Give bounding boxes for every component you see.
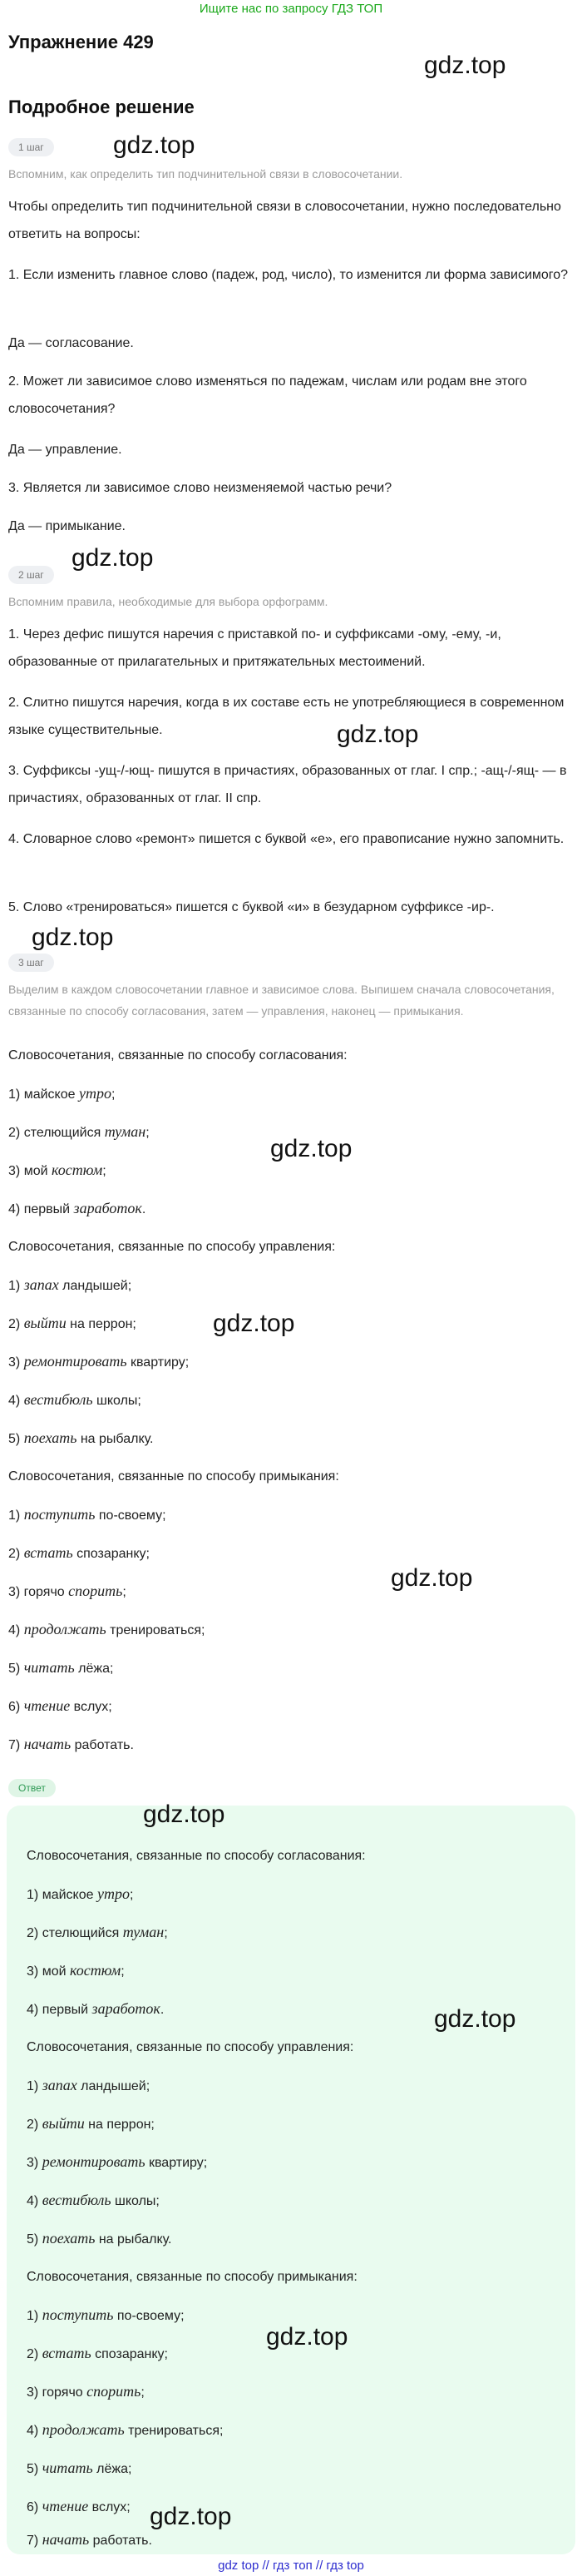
rule: 4. Словарное слово «ремонт» пишется с буквой «е», его правописание нужно запомнить. bbox=[8, 832, 565, 846]
dependent-word: первый bbox=[42, 2003, 89, 2017]
punct: ; bbox=[141, 2385, 145, 2400]
punct: ; bbox=[122, 1585, 126, 1599]
main-word: запах bbox=[23, 1276, 59, 1293]
item-number: 3) bbox=[8, 1164, 21, 1178]
list-item bbox=[8, 1157, 574, 1185]
exercise-title: Упражнение 429 bbox=[8, 32, 154, 52]
list-item bbox=[8, 1348, 574, 1376]
step-badge-1: 1 шаг bbox=[8, 138, 54, 156]
list-item bbox=[8, 1731, 574, 1759]
dependent-word: на перрон; bbox=[70, 1317, 136, 1331]
dependent-word: майское bbox=[23, 1087, 76, 1102]
list-item bbox=[8, 1195, 574, 1223]
group-heading: Словосочетания, связанные по способу согласования: bbox=[8, 1048, 348, 1063]
group-heading: Словосочетания, связанные по способу примыкания: bbox=[27, 2270, 358, 2284]
item-number: 4) bbox=[8, 1623, 21, 1637]
dependent-word: майское bbox=[42, 1888, 94, 1902]
item-number: 5) bbox=[27, 2462, 39, 2476]
main-word: туман bbox=[122, 1924, 165, 1940]
list-item bbox=[8, 1578, 574, 1606]
dependent-word: на рыбалку. bbox=[98, 2232, 172, 2247]
main-word: читать bbox=[42, 2460, 93, 2476]
top-banner[interactable]: Ищите нас по запросу ГДЗ ТОП bbox=[199, 2, 383, 16]
list-item bbox=[8, 1424, 574, 1453]
item-number: 2) bbox=[8, 1126, 21, 1140]
group-heading: Словосочетания, связанные по способу управления: bbox=[27, 2040, 354, 2054]
list-item bbox=[8, 1654, 574, 1682]
item-number: 6) bbox=[27, 2500, 39, 2514]
punct: ; bbox=[121, 1964, 125, 1979]
question: 3. Является ли зависимое слово неизменяемой частью речи? bbox=[8, 481, 392, 495]
list-item bbox=[27, 1919, 559, 1947]
paragraph: Чтобы определить тип подчинительной связи в словосочетании, нужно последовательно ответить на вопросы: bbox=[8, 200, 561, 241]
item-number: 3) горячо bbox=[8, 1585, 65, 1599]
watermark: gdz.top bbox=[143, 1801, 225, 1828]
list-item bbox=[27, 2187, 559, 2215]
dependent-word: лёжа; bbox=[96, 2462, 132, 2476]
item-number: 3) bbox=[27, 2156, 39, 2170]
dependent-word: на перрон; bbox=[88, 2118, 155, 2132]
main-word: встать bbox=[23, 1544, 73, 1561]
footer-links[interactable]: gdz top // гдз топ // гдз top bbox=[218, 2559, 364, 2573]
dependent-word: первый bbox=[23, 1202, 71, 1216]
main-word: вестибюль bbox=[42, 2192, 111, 2208]
step-note: Вспомним правила, необходимые для выбора орфограмм. bbox=[8, 595, 328, 608]
dependent-word: работать. bbox=[74, 1738, 134, 1752]
punct: ; bbox=[146, 1126, 150, 1140]
watermark: gdz.top bbox=[424, 52, 506, 79]
list-item bbox=[27, 2416, 559, 2445]
main-word: начать bbox=[23, 1736, 72, 1752]
list-item bbox=[8, 1386, 574, 1414]
item-number: 1) bbox=[8, 1087, 21, 1102]
item-number: 6) bbox=[8, 1700, 21, 1714]
dependent-word: работать. bbox=[92, 2534, 152, 2548]
item-number: 1) bbox=[27, 2079, 39, 2093]
watermark: gdz.top bbox=[434, 2005, 516, 2033]
dependent-word: вслух; bbox=[73, 1700, 112, 1714]
dependent-word: вслух; bbox=[91, 2500, 131, 2514]
main-word: костюм bbox=[69, 1962, 121, 1979]
main-word: утро bbox=[78, 1085, 111, 1102]
step-badge-2: 2 шаг bbox=[8, 566, 54, 584]
main-word: утро bbox=[96, 1885, 130, 1902]
punct: . bbox=[160, 2003, 165, 2017]
item-number: 2) bbox=[27, 1926, 39, 1940]
item-number: 3) bbox=[8, 1355, 21, 1370]
group-heading: Словосочетания, связанные по способу управления: bbox=[8, 1240, 336, 1254]
answer-text: Да — примыкание. bbox=[8, 519, 126, 533]
list-item bbox=[27, 2110, 559, 2138]
main-word: запах bbox=[42, 2077, 77, 2093]
step-note: Вспомним, как определить тип подчинительной связи в словосочетании. bbox=[8, 167, 403, 181]
section-title: Подробное решение bbox=[8, 97, 195, 117]
main-word: поехать bbox=[23, 1429, 77, 1446]
item-number: 3) горячо bbox=[27, 2385, 83, 2400]
main-word: туман bbox=[104, 1123, 146, 1140]
list-item bbox=[27, 1880, 559, 1909]
dependent-word: по-своему; bbox=[98, 1508, 166, 1523]
main-word: поехать bbox=[42, 2230, 96, 2247]
main-word: костюм bbox=[51, 1162, 103, 1178]
watermark: gdz.top bbox=[270, 1135, 353, 1162]
punct: ; bbox=[129, 1888, 134, 1902]
punct: ; bbox=[111, 1087, 116, 1102]
rule: 3. Суффиксы -ущ-/-ющ- пишутся в причастиях, образованных от глаг. I спр.; -ащ-/-ящ- — в причастиях, образованных от глаг. II спр. bbox=[8, 764, 567, 805]
main-word: ремонтировать bbox=[42, 2153, 146, 2170]
item-number: 2) bbox=[8, 1317, 21, 1331]
main-word: встать bbox=[42, 2345, 91, 2361]
dependent-word: спозаранку; bbox=[76, 1547, 150, 1561]
step-badge-3: 3 шаг bbox=[8, 954, 54, 972]
dependent-word: квартиру; bbox=[148, 2156, 208, 2170]
dependent-word: на рыбалку. bbox=[80, 1432, 154, 1446]
list-item bbox=[8, 1539, 574, 1568]
question: 1. Если изменить главное слово (падеж, род, число), то изменится ли форма зависимого? bbox=[8, 268, 569, 282]
punct: ; bbox=[164, 1926, 168, 1940]
item-number: 4) bbox=[27, 2424, 39, 2438]
dependent-word: ландышей; bbox=[62, 1279, 132, 1293]
dependent-word: мой bbox=[42, 1964, 67, 1979]
step-note: Выделим в каждом словосочетании главное и зависимое слова. Выпишем сначала словосочетания, связанные по способу согласования, затем — управления, наконец — примыкания. bbox=[8, 983, 555, 1018]
item-number: 7) bbox=[8, 1738, 21, 1752]
dependent-word: тренироваться; bbox=[110, 1623, 205, 1637]
answer-badge: Ответ bbox=[8, 1779, 56, 1797]
punct: ; bbox=[102, 1164, 106, 1178]
main-word: вестибюль bbox=[23, 1391, 93, 1408]
dependent-word: мой bbox=[23, 1164, 48, 1178]
main-word: продолжать bbox=[42, 2421, 125, 2438]
list-item bbox=[27, 2378, 559, 2406]
dependent-word: тренироваться; bbox=[128, 2424, 224, 2438]
list-item bbox=[27, 2493, 559, 2521]
list-item bbox=[27, 2225, 559, 2253]
list-item bbox=[27, 2148, 559, 2177]
dependent-word: лёжа; bbox=[78, 1662, 114, 1676]
item-number: 5) bbox=[8, 1432, 21, 1446]
main-word: выйти bbox=[23, 1315, 67, 1331]
rule: 1. Через дефис пишутся наречия с приставкой по- и суффиксами -ому, -ему, -и, образованные от прилагательных и притяжательных местоимений. bbox=[8, 627, 501, 669]
watermark: gdz.top bbox=[337, 721, 419, 748]
watermark: gdz.top bbox=[266, 2323, 348, 2351]
item-number: 4) bbox=[8, 1202, 21, 1216]
group-heading: Словосочетания, связанные по способу примыкания: bbox=[8, 1469, 339, 1484]
watermark: gdz.top bbox=[391, 1564, 473, 1592]
main-word: поступить bbox=[23, 1506, 96, 1523]
rule: 5. Слово «тренироваться» пишется с буквой «и» в безударном суффиксе -ир-. bbox=[8, 900, 495, 914]
dependent-word: стелющийся bbox=[23, 1126, 101, 1140]
answer-text: Да — управление. bbox=[8, 443, 122, 457]
dependent-word: по-своему; bbox=[116, 2309, 185, 2323]
list-item bbox=[27, 2072, 559, 2100]
list-item bbox=[27, 2455, 559, 2483]
main-word: выйти bbox=[42, 2115, 85, 2132]
main-word: спорить bbox=[68, 1583, 123, 1599]
list-item bbox=[8, 1501, 574, 1529]
item-number: 5) bbox=[27, 2232, 39, 2247]
watermark: gdz.top bbox=[32, 924, 114, 951]
main-word: ремонтировать bbox=[23, 1353, 127, 1370]
main-word: начать bbox=[42, 2531, 90, 2548]
main-word: спорить bbox=[86, 2383, 141, 2400]
watermark: gdz.top bbox=[213, 1310, 295, 1337]
dependent-word: ландышей; bbox=[81, 2079, 150, 2093]
main-word: заработок bbox=[91, 2000, 160, 2017]
item-number: 3) bbox=[27, 1964, 39, 1979]
main-word: чтение bbox=[23, 1697, 71, 1714]
watermark: gdz.top bbox=[150, 2503, 232, 2530]
item-number: 1) bbox=[27, 1888, 39, 1902]
main-word: поступить bbox=[42, 2306, 114, 2323]
item-number: 5) bbox=[8, 1662, 21, 1676]
list-item bbox=[27, 2526, 559, 2554]
item-number: 1) bbox=[27, 2309, 39, 2323]
item-number: 4) bbox=[8, 1394, 21, 1408]
item-number: 4) bbox=[27, 2003, 39, 2017]
rule: 2. Слитно пишутся наречия, когда в их составе есть не употребляющиеся в современном языке существительные. bbox=[8, 696, 565, 737]
item-number: 2) bbox=[27, 2118, 39, 2132]
answer-text: Да — согласование. bbox=[8, 336, 134, 350]
item-number: 2) bbox=[27, 2347, 39, 2361]
dependent-word: школы; bbox=[96, 1394, 141, 1408]
dependent-word: школы; bbox=[115, 2194, 160, 2208]
list-item bbox=[27, 2340, 559, 2368]
item-number: 1) bbox=[8, 1279, 21, 1293]
main-word: читать bbox=[23, 1659, 75, 1676]
main-word: чтение bbox=[42, 2498, 89, 2514]
group-heading: Словосочетания, связанные по способу согласования: bbox=[27, 1849, 366, 1863]
list-item bbox=[8, 1616, 574, 1644]
main-word: продолжать bbox=[23, 1621, 106, 1637]
watermark: gdz.top bbox=[72, 544, 154, 572]
list-item bbox=[8, 1080, 574, 1108]
list-item bbox=[27, 1957, 559, 1985]
item-number: 7) bbox=[27, 2534, 39, 2548]
dependent-word: квартиру; bbox=[130, 1355, 190, 1370]
dependent-word: спозаранку; bbox=[95, 2347, 168, 2361]
list-item bbox=[8, 1692, 574, 1721]
list-item bbox=[8, 1271, 574, 1300]
punct: . bbox=[141, 1202, 146, 1216]
item-number: 1) bbox=[8, 1508, 21, 1523]
dependent-word: стелющийся bbox=[42, 1926, 120, 1940]
question: 2. Может ли зависимое слово изменяться по падежам, числам или родам вне этого словосочетания? bbox=[8, 374, 527, 416]
item-number: 2) bbox=[8, 1547, 21, 1561]
main-word: заработок bbox=[73, 1200, 142, 1216]
item-number: 4) bbox=[27, 2194, 39, 2208]
watermark: gdz.top bbox=[113, 131, 195, 159]
